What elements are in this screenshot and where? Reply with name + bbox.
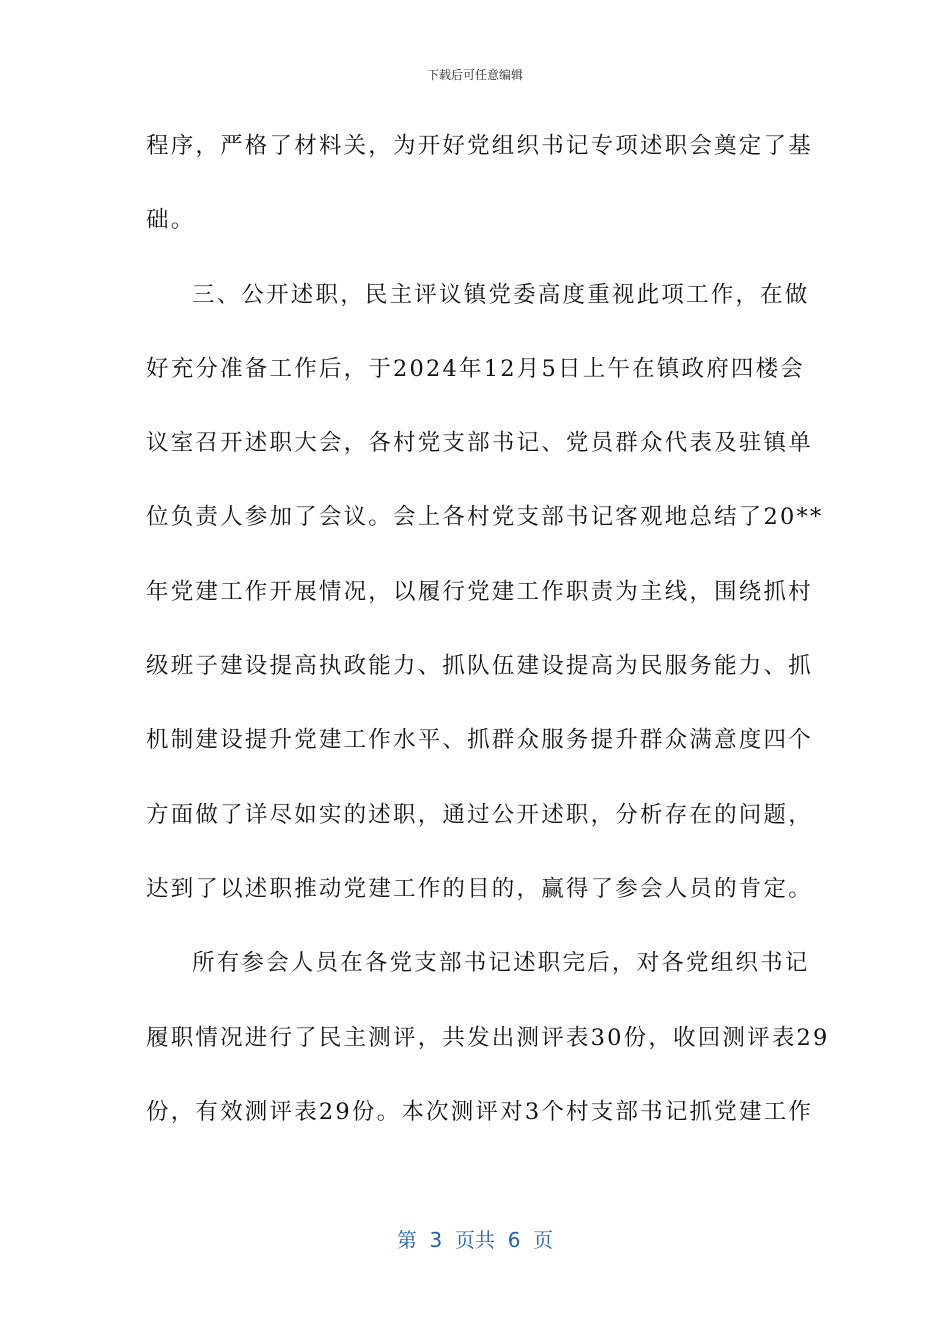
text-line: 机制建设提升党建工作水平、抓群众服务提升群众满意度四个 [146, 727, 813, 754]
page-header: 下载后可任意编辑 [426, 68, 523, 82]
text-line: 份，有效测评表29份。本次测评对3个村支部书记抓党建工作 [146, 1098, 814, 1125]
text-line: 础。 [146, 207, 196, 234]
text-line: 履职情况进行了民主测评，共发出测评表30份，收回测评表29 [146, 1024, 830, 1051]
text-line: 方面做了详尽如实的述职，通过公开述职，分析存在的问题， [146, 801, 813, 828]
text-line: 达到了以述职推动党建工作的目的，赢得了参会人员的肯定。 [146, 875, 813, 902]
text-line: 议室召开述职大会，各村党支部书记、党员群众代表及驻镇单 [146, 430, 813, 457]
text-line: 程序，严格了材料关，为开好党组织书记专项述职会奠定了基 [146, 133, 813, 159]
text-line: 三、公开述职，民主评议镇党委高度重视此项工作，在做 [192, 281, 810, 308]
text-line: 级班子建设提高执政能力、抓队伍建设提高为民服务能力、抓 [146, 653, 813, 680]
text-line: 年党建工作开展情况，以履行党建工作职责为主线，围绕抓村 [146, 578, 813, 605]
document-body [146, 123, 830, 1163]
text-line: 位负责人参加了会议。会上各村党支部书记客观地总结了20** [146, 504, 824, 531]
text-line: 所有参会人员在各党支部书记述职完后，对各党组织书记 [192, 950, 810, 977]
text-line: 好充分准备工作后，于2024年12月5日上午在镇政府四楼会 [146, 355, 806, 382]
page-number: 第 3 页共 6 页 [396, 1228, 554, 1252]
